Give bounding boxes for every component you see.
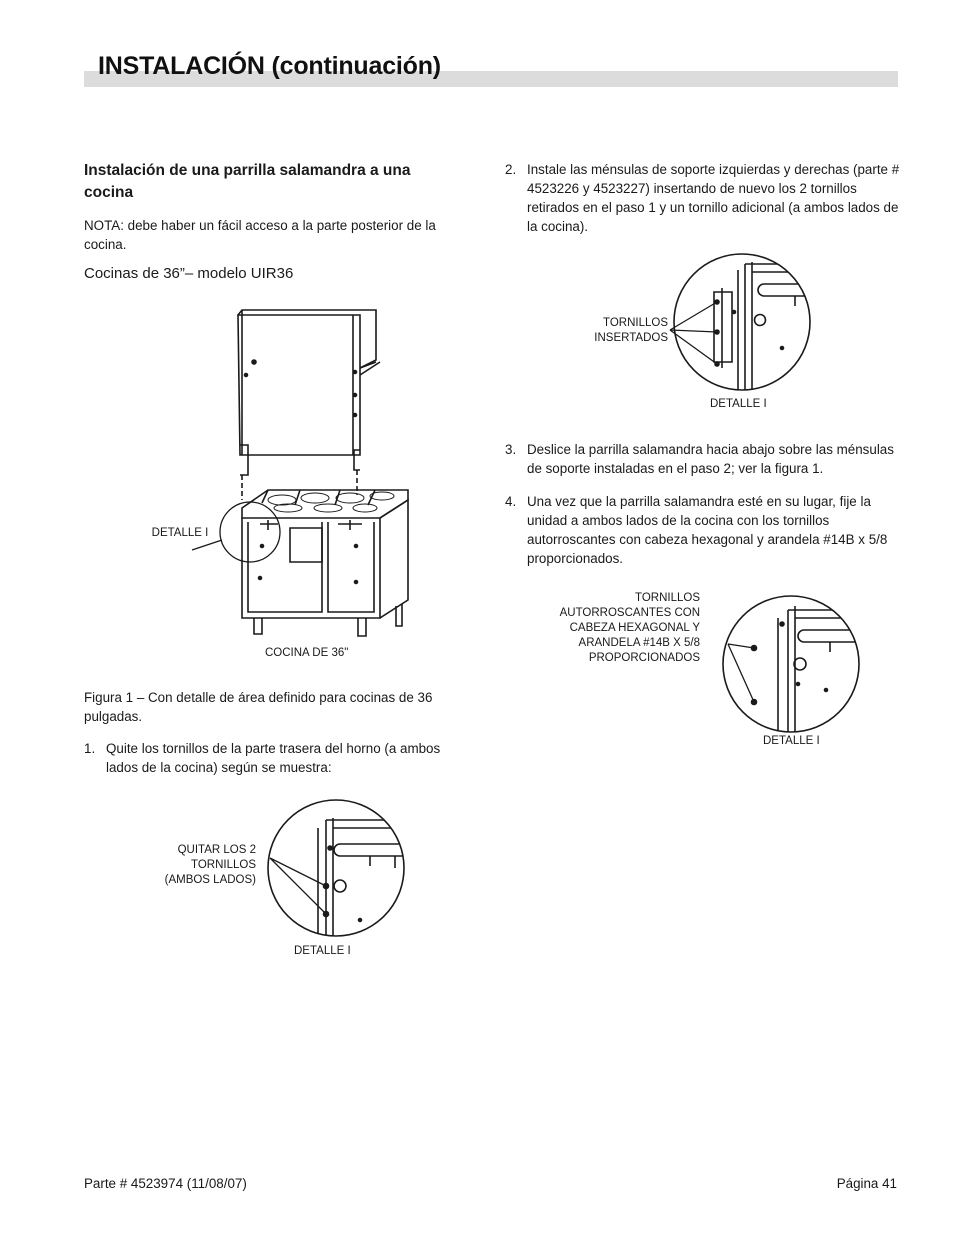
detail-step2-drawing — [670, 252, 820, 397]
figure1-detail-label: DETALLE I — [151, 527, 209, 539]
step-2-number: 2. — [505, 162, 517, 177]
step-2-text: Instale las ménsulas de soporte izquierdas y derechas (parte # 4523226 y 4523227) insertando de nuevo los 2 tornillos retirados en el paso 1 y un tornillo adicional (a ambos lados de la cocina). — [527, 162, 900, 234]
step-4-number: 4. — [505, 494, 517, 509]
note-text: NOTA: debe haber un fácil acceso a la parte posterior de la cocina. — [84, 218, 436, 252]
figure1-drawing — [150, 300, 430, 645]
step-4 — [505, 492, 900, 568]
detail-step4-callout: TORNILLOS AUTORROSCANTES CON CABEZA HEXAGONAL Y ARANDELA #14B X 5/8 PROPORCIONADOS — [559, 592, 700, 664]
detail-step2-caption: DETALLE I — [710, 398, 767, 410]
detail-step4-caption: DETALLE I — [763, 735, 820, 747]
detail-step1-callout: QUITAR LOS 2 TORNILLOS (AMBOS LADOS) — [164, 844, 256, 886]
step-1-number: 1. — [84, 741, 96, 756]
footer-part-number: Parte # 4523974 (11/08/07) — [84, 1176, 247, 1191]
step-3-number: 3. — [505, 442, 517, 457]
detail-step1-drawing — [240, 798, 410, 943]
step-2 — [505, 160, 900, 236]
model-subheading: Cocinas de 36”– modelo UIR36 — [84, 265, 294, 282]
detail-step1-caption: DETALLE I — [294, 945, 351, 957]
step-3 — [505, 440, 900, 478]
detail-step2-callout: TORNILLOS INSERTADOS — [594, 317, 668, 344]
section-title: Instalación de una parrilla salamandra a una cocina — [84, 162, 411, 201]
step-3-text: Deslice la parrilla salamandra hacia abajo sobre las ménsulas de soporte instaladas en el paso 2; ver la figura 1. — [527, 442, 894, 476]
figure1-caption: Figura 1 – Con detalle de área definido para cocinas de 36 pulgadas. — [84, 690, 433, 724]
step-4-text: Una vez que la parrilla salamandra esté en su lugar, fije la unidad a ambos lados de la cocina con los tornillos autorroscantes con cabeza hexagonal y arandela #14B x 5/8 proporcionados. — [527, 494, 888, 566]
footer-page-number: Página 41 — [836, 1176, 897, 1191]
figure1-range-label: COCINA DE 36" — [265, 647, 349, 659]
step-1-text: Quite los tornillos de la parte trasera del horno (a ambos lados de la cocina) según se muestra: — [106, 741, 441, 775]
step-1 — [84, 739, 474, 777]
detail-step4-drawing — [700, 594, 865, 736]
page-title: INSTALACIÓN (continuación) — [98, 52, 441, 80]
